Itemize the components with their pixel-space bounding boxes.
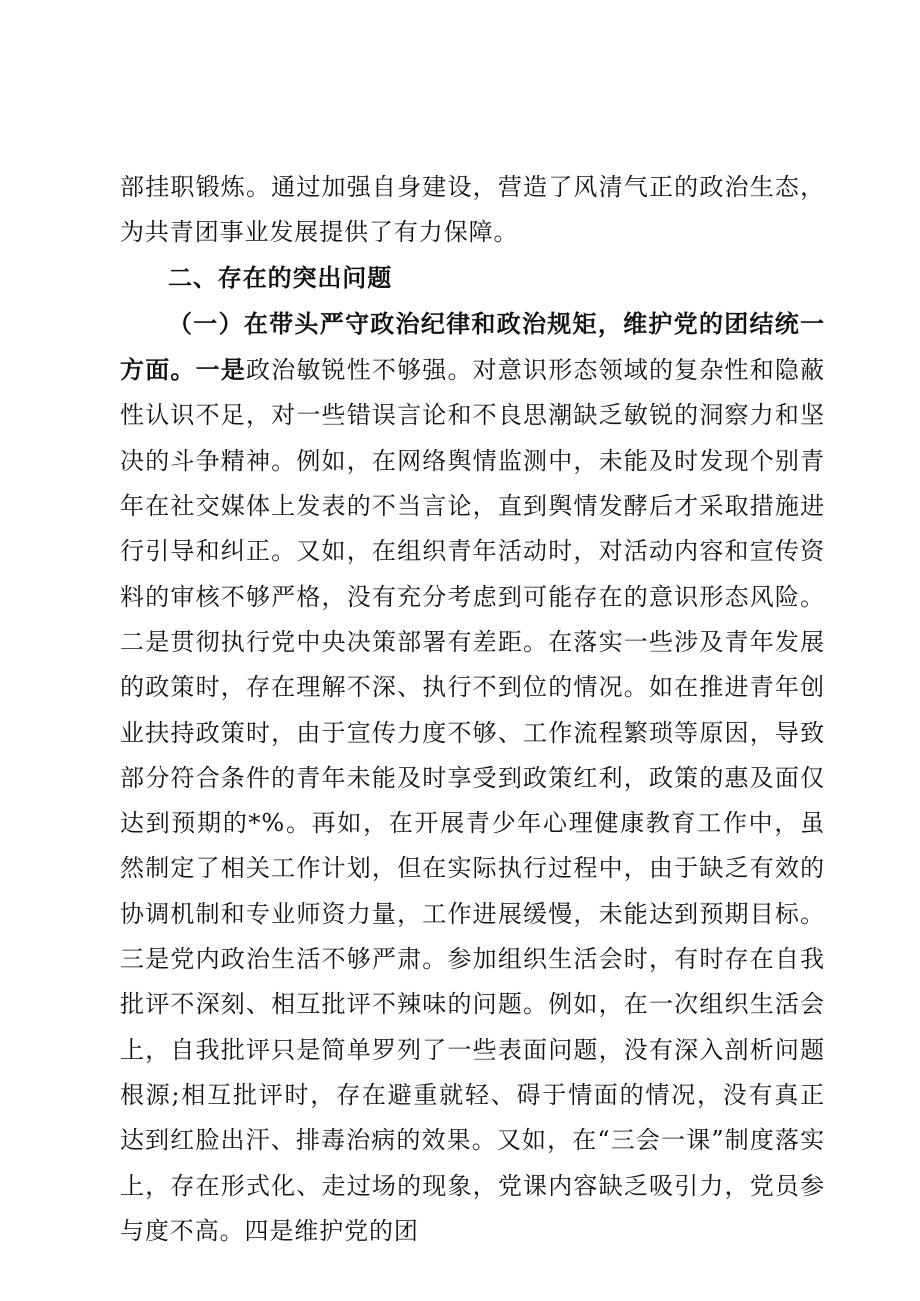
point-one-text: 政治敏锐性不够强。对意识形态领域的复杂性和隐蔽性认识不足，对一些错误言论和不良思潮缺乏敏锐的洞察力和坚决的斗争精神。例如，在网络舆情监测中，未能及时发现个别青年在社交媒体上发表的不当言论，直到舆情发酵后才采取措施进行引导和纠正。又如，在组织青年活动时，对活动内容和宣传资料的审核不够严格，没有充分考虑到可能存在的意识形态风险。二是贯彻执行党中央决策部署有差距。在落实一些涉及青年发展的政策时，存在理解不深、执行不到位的情况。如在推进青年创业扶持政策时，由于宣传力度不够、工作流程繁琐等原因，导致部分符合条件的青年未能及时享受到政策红利，政策的惠及面仅达到预期的*%。再如，在开展青少年心理健康教育工作中，虽然制定了相关工作计划，但在实际执行过程中，由于缺乏有效的协调机制和专业师资力量，工作进展缓慢，未能达到预期目标。三是党内政治生活不够严肃。参加组织生活会时，有时存在自我批评不深刻、相互批评不辣味的问题。例如，在一次组织生活会上，自我批评只是简单罗列了一些表面问题，没有深入剖析问题根源;相互批评时，存在避重就轻、碍于情面的情况，没有真正达到红脸出汗、排毒治病的效果。又如，在“三会一课”制度落实上，存在形式化、走过场的现象，党课内容缺乏吸引力，党员参与度不高。四是维护党的团 <box>120 356 826 1245</box>
subsection-paragraph <box>120 301 825 1254</box>
subsection-heading: （一）在带头严守政治纪律和政治规矩，维护党的团结统一方面。 <box>120 308 825 385</box>
section-heading: 二、存在的突出问题 <box>168 263 393 292</box>
continuation-paragraph: 部挂职锻炼。通过加强自身建设，营造了风清气正的政治生态，为共青团事业发展提供了有力保障。 <box>120 173 825 247</box>
document-body <box>120 165 825 1254</box>
point-one-label: 一是 <box>195 355 246 385</box>
